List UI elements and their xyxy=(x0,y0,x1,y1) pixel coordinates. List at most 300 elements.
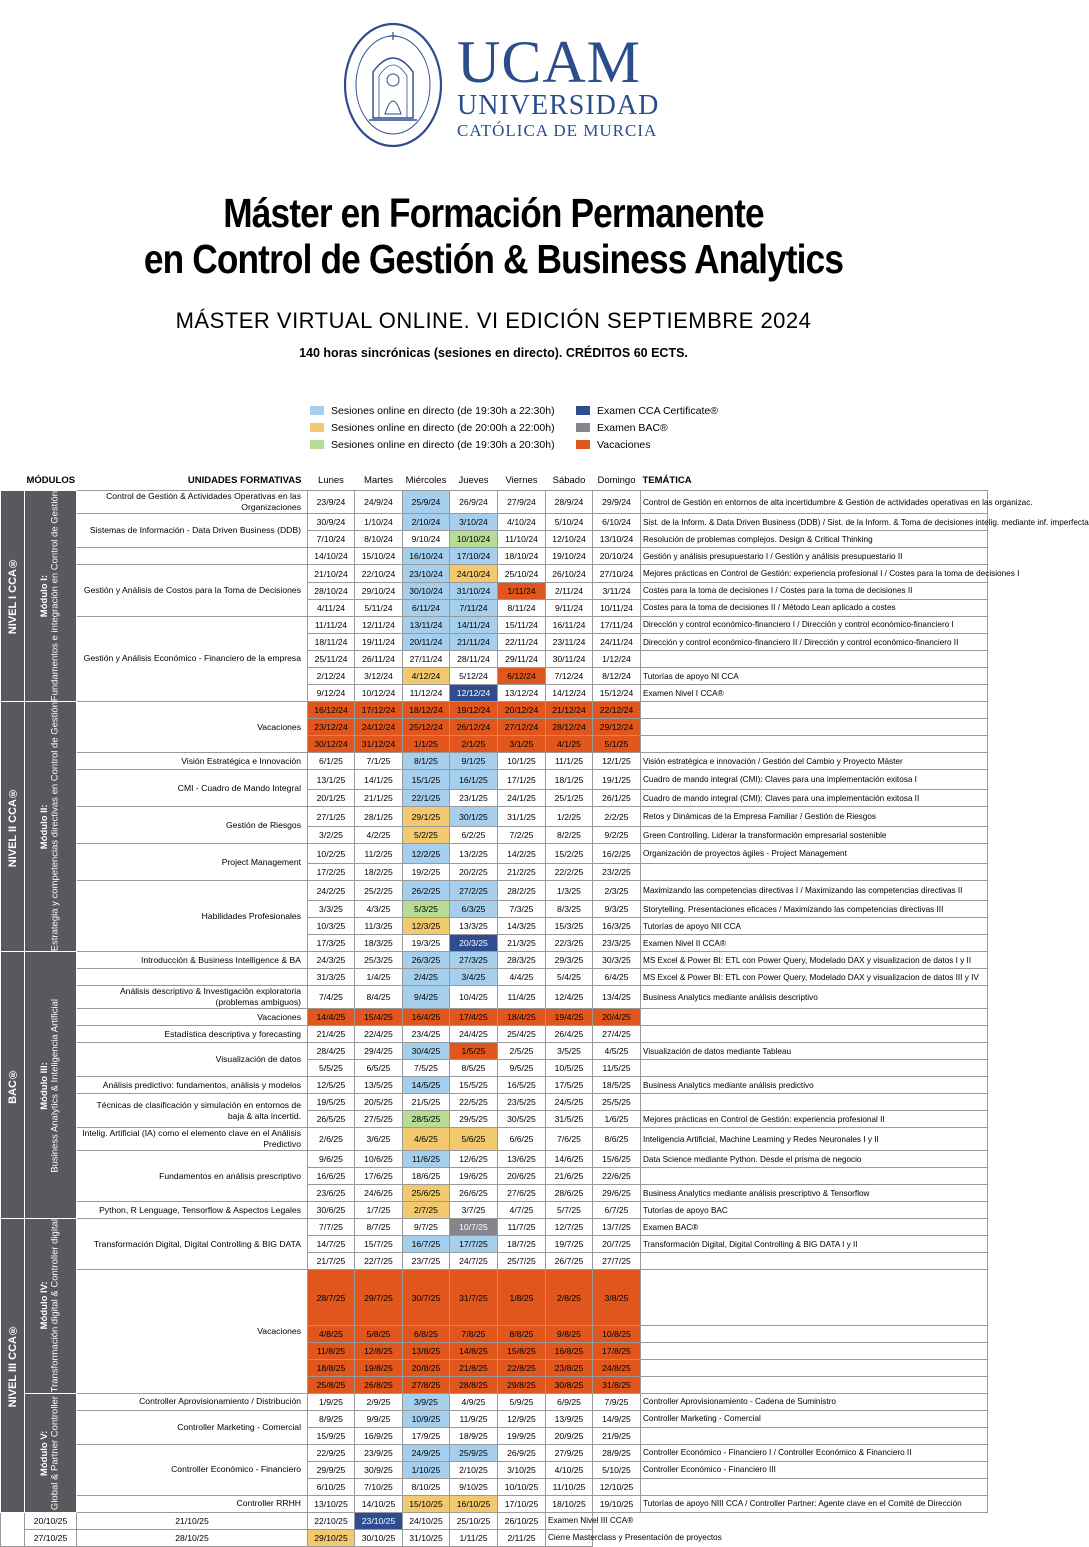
date-cell: 6/11/24 xyxy=(403,599,450,616)
date-cell: 21/2/25 xyxy=(498,864,546,881)
date-cell: 27/10/24 xyxy=(593,565,641,582)
date-cell: 2/11/24 xyxy=(546,582,593,599)
date-cell: 14/4/25 xyxy=(308,1009,355,1026)
date-cell: 24/10/24 xyxy=(450,565,498,582)
date-cell: 25/3/25 xyxy=(355,952,403,969)
date-cell: 3/10/25 xyxy=(498,1461,546,1478)
unit-cell: Visión Estratégica e Innovación xyxy=(77,753,308,770)
date-cell: 23/8/25 xyxy=(546,1359,593,1376)
table-row xyxy=(1,969,988,986)
table-row xyxy=(1,986,988,1009)
date-cell: 4/4/25 xyxy=(498,969,546,986)
table-row xyxy=(1,1495,988,1512)
date-cell: 4/10/25 xyxy=(546,1461,593,1478)
tematica-cell: Inteligencia Artificial, Machine Learning y Redes Neuronales I y II xyxy=(641,1128,988,1151)
date-cell: 29/8/25 xyxy=(498,1376,546,1393)
date-cell: 21/10/24 xyxy=(308,565,355,582)
header-modulos: MÓDULOS xyxy=(26,474,76,486)
date-cell: 2/12/24 xyxy=(308,668,355,685)
date-cell: 22/4/25 xyxy=(355,1026,403,1043)
tematica-cell xyxy=(641,651,988,668)
tematica-cell: Organización de proyectos ágiles - Project Management xyxy=(641,844,988,864)
date-cell: 1/3/25 xyxy=(546,881,593,901)
date-cell: 25/8/25 xyxy=(308,1376,355,1393)
module-label-wrap xyxy=(25,1394,76,1512)
unit-cell: Vacaciones xyxy=(77,702,308,753)
date-cell: 27/2/25 xyxy=(450,881,498,901)
date-cell: 28/4/25 xyxy=(308,1043,355,1060)
date-cell: 23/11/24 xyxy=(546,634,593,651)
date-cell: 1/7/25 xyxy=(355,1202,403,1219)
date-cell: 4/2/25 xyxy=(355,827,403,844)
header-day: Lunes xyxy=(318,474,344,486)
module-subtitle: Business Analytics & Inteligencia Artificial xyxy=(49,998,61,1173)
date-cell: 21/6/25 xyxy=(546,1168,593,1185)
date-cell: 13/2/25 xyxy=(450,844,498,864)
tematica-cell xyxy=(641,1094,988,1111)
date-cell: 19/8/25 xyxy=(355,1359,403,1376)
module-title: Módulo IV: xyxy=(39,1282,50,1331)
date-cell: 22/11/24 xyxy=(498,634,546,651)
date-cell: 15/10/24 xyxy=(355,548,403,565)
module-cell xyxy=(25,1393,77,1512)
date-cell: 19/10/24 xyxy=(546,548,593,565)
date-cell: 8/11/24 xyxy=(498,599,546,616)
date-cell: 19/3/25 xyxy=(403,935,450,952)
date-cell: 19/12/24 xyxy=(450,702,498,719)
date-cell: 18/4/25 xyxy=(498,1009,546,1026)
date-cell: 7/4/25 xyxy=(308,986,355,1009)
date-cell: 20/12/24 xyxy=(498,702,546,719)
table-header-row xyxy=(1,470,988,491)
unit-cell: Introducción & Business Intelligence & BA xyxy=(77,952,308,969)
date-cell: 1/9/25 xyxy=(308,1393,355,1410)
module-title: Módulo V: xyxy=(39,1430,50,1476)
date-cell: 9/3/25 xyxy=(593,901,641,918)
date-cell: 29/10/25 xyxy=(308,1529,355,1546)
table-row xyxy=(1,1026,988,1043)
module-subtitle: Global & Partner Controller xyxy=(49,1395,61,1510)
date-cell: 5/3/25 xyxy=(403,901,450,918)
date-cell: 26/4/25 xyxy=(546,1026,593,1043)
date-cell: 28/2/25 xyxy=(498,881,546,901)
date-cell: 3/9/25 xyxy=(403,1393,450,1410)
date-cell: 12/11/24 xyxy=(355,616,403,633)
date-cell: 21/10/25 xyxy=(77,1512,308,1529)
date-cell: 5/10/24 xyxy=(546,514,593,531)
date-cell: 27/1/25 xyxy=(308,807,355,827)
date-cell: 25/9/24 xyxy=(403,491,450,514)
tematica-cell xyxy=(641,719,988,736)
date-cell: 14/7/25 xyxy=(308,1236,355,1253)
date-cell: 3/1/25 xyxy=(498,736,546,753)
table-row xyxy=(1,514,988,531)
table-row xyxy=(1,1202,988,1219)
level-label: NIVEL I CCA® xyxy=(6,557,19,635)
date-cell: 18/1/25 xyxy=(546,770,593,790)
date-cell: 30/9/24 xyxy=(308,514,355,531)
header-day: Sábado xyxy=(552,474,586,486)
title-line-2: en Control de Gestión & Business Analytics xyxy=(143,236,844,282)
date-cell: 27/8/25 xyxy=(403,1376,450,1393)
date-cell: 25/5/25 xyxy=(593,1094,641,1111)
table-row xyxy=(1,491,988,514)
unit-cell: Gestión y Análisis de Costos para la Toma de Decisiones xyxy=(77,565,308,616)
date-cell: 14/10/25 xyxy=(355,1495,403,1512)
tematica-cell: Cuadro de mando integral (CMI): Claves para una implementación exitosa II xyxy=(641,790,988,807)
date-cell: 31/5/25 xyxy=(546,1111,593,1128)
date-cell: 17/4/25 xyxy=(450,1009,498,1026)
date-cell: 26/6/25 xyxy=(450,1185,498,1202)
date-cell: 28/11/24 xyxy=(450,651,498,668)
tematica-cell xyxy=(641,1060,988,1077)
date-cell: 26/10/25 xyxy=(498,1512,546,1529)
table-row xyxy=(1,548,988,565)
date-cell: 8/3/25 xyxy=(546,901,593,918)
date-cell: 31/7/25 xyxy=(450,1270,498,1325)
date-cell: 20/1/25 xyxy=(308,790,355,807)
date-cell: 10/11/24 xyxy=(593,599,641,616)
date-cell: 4/8/25 xyxy=(308,1325,355,1342)
table-row xyxy=(1,565,988,582)
date-cell: 14/8/25 xyxy=(450,1342,498,1359)
module-cell xyxy=(25,702,77,952)
tematica-cell: Transformación Digital, Digital Controlling & BIG DATA I y II xyxy=(641,1236,988,1253)
date-cell: 5/2/25 xyxy=(403,827,450,844)
tematica-cell: Green Controlling. Liderar la transformación empresarial sostenible xyxy=(641,827,988,844)
tematica-cell: Tutorías de apoyo BAC xyxy=(641,1202,988,1219)
date-cell: 28/10/25 xyxy=(77,1529,308,1546)
date-cell: 14/3/25 xyxy=(498,918,546,935)
unit-cell xyxy=(77,969,308,986)
date-cell: 27/7/25 xyxy=(593,1253,641,1270)
date-cell: 27/3/25 xyxy=(450,952,498,969)
date-cell: 15/2/25 xyxy=(546,844,593,864)
date-cell: 17/11/24 xyxy=(593,616,641,633)
date-cell: 20/8/25 xyxy=(403,1359,450,1376)
tematica-cell: Data Science mediante Python. Desde el prisma de negocio xyxy=(641,1151,988,1168)
date-cell: 19/10/25 xyxy=(593,1495,641,1512)
table-row xyxy=(1,1009,988,1026)
date-cell: 17/2/25 xyxy=(308,864,355,881)
date-cell: 3/10/24 xyxy=(450,514,498,531)
date-cell: 2/8/25 xyxy=(546,1270,593,1325)
level-cell xyxy=(1,702,25,952)
date-cell: 17/5/25 xyxy=(546,1077,593,1094)
date-cell: 26/8/25 xyxy=(355,1376,403,1393)
date-cell: 4/3/25 xyxy=(355,901,403,918)
legend-label: Vacaciones xyxy=(597,438,651,451)
date-cell: 2/7/25 xyxy=(403,1202,450,1219)
tematica-cell: Costes para la toma de decisiones I / Costes para la toma de decisiones II xyxy=(641,582,988,599)
table-row xyxy=(1,1043,988,1060)
date-cell: 15/3/25 xyxy=(546,918,593,935)
page-header xyxy=(0,0,987,470)
date-cell: 7/7/25 xyxy=(308,1219,355,1236)
date-cell: 30/6/25 xyxy=(308,1202,355,1219)
date-cell: 26/2/25 xyxy=(403,881,450,901)
date-cell: 28/10/24 xyxy=(308,582,355,599)
unit-cell: Project Management xyxy=(77,844,308,881)
date-cell: 7/10/24 xyxy=(308,531,355,548)
date-cell: 24/2/25 xyxy=(308,881,355,901)
date-cell: 28/6/25 xyxy=(546,1185,593,1202)
header-unidades: UNIDADES FORMATIVAS xyxy=(187,474,302,486)
date-cell: 28/12/24 xyxy=(546,719,593,736)
date-cell: 25/10/25 xyxy=(450,1512,498,1529)
date-cell: 24/9/24 xyxy=(355,491,403,514)
date-cell: 24/1/25 xyxy=(498,790,546,807)
date-cell: 14/6/25 xyxy=(546,1151,593,1168)
date-cell: 7/11/24 xyxy=(450,599,498,616)
module-label xyxy=(40,1396,61,1510)
date-cell: 11/4/25 xyxy=(498,986,546,1009)
date-cell: 16/2/25 xyxy=(593,844,641,864)
date-cell: 24/4/25 xyxy=(450,1026,498,1043)
tematica-cell: Examen Nivel I CCA® xyxy=(641,685,988,702)
tematica-cell: Business Analytics mediante análisis predictivo xyxy=(641,1077,988,1094)
date-cell: 11/8/25 xyxy=(308,1342,355,1359)
table-row xyxy=(1,952,988,969)
date-cell: 9/10/25 xyxy=(450,1478,498,1495)
date-cell: 5/6/25 xyxy=(450,1128,498,1151)
date-cell: 9/12/24 xyxy=(308,685,355,702)
date-cell: 4/6/25 xyxy=(403,1128,450,1151)
date-cell: 9/2/25 xyxy=(593,827,641,844)
date-cell: 24/5/25 xyxy=(546,1094,593,1111)
date-cell: 11/12/24 xyxy=(403,685,450,702)
unit-cell xyxy=(1,1512,25,1546)
unit-cell: Técnicas de clasificación y simulación en entornos de baja & alta incertid. xyxy=(77,1094,308,1128)
date-cell: 14/5/25 xyxy=(403,1077,450,1094)
tematica-cell: Controller Marketing - Comercial xyxy=(641,1410,988,1427)
legend-item xyxy=(576,436,718,453)
date-cell: 13/12/24 xyxy=(498,685,546,702)
date-cell: 16/7/25 xyxy=(403,1236,450,1253)
tematica-cell: Tutorías de apoyo NIII CCA / Controller Partner: Agente clave en el Comité de Dirección xyxy=(641,1495,988,1512)
date-cell: 17/7/25 xyxy=(450,1236,498,1253)
date-cell: 1/4/25 xyxy=(355,969,403,986)
module-label-wrap xyxy=(25,702,76,951)
unit-cell: Transformación Digital, Digital Controlling & BIG DATA xyxy=(77,1219,308,1270)
date-cell: 21/11/24 xyxy=(450,634,498,651)
date-cell: 20/5/25 xyxy=(355,1094,403,1111)
module-cell xyxy=(25,952,77,1219)
date-cell: 23/9/25 xyxy=(355,1444,403,1461)
unit-cell: Intelig. Artificial (IA) como el elemento clave en el Análisis Predictivo xyxy=(77,1128,308,1151)
date-cell: 22/12/24 xyxy=(593,702,641,719)
date-cell: 18/8/25 xyxy=(308,1359,355,1376)
date-cell: 19/9/25 xyxy=(498,1427,546,1444)
unit-cell: Vacaciones xyxy=(77,1270,308,1393)
legend-swatch xyxy=(310,423,324,432)
date-cell: 21/3/25 xyxy=(498,935,546,952)
date-cell: 14/1/25 xyxy=(355,770,403,790)
date-cell: 2/11/25 xyxy=(498,1529,546,1546)
unit-cell: Controller Marketing - Comercial xyxy=(77,1410,308,1444)
date-cell: 27/6/25 xyxy=(498,1185,546,1202)
legend-label: Examen CCA Certificate® xyxy=(597,404,718,417)
table-row xyxy=(1,1512,988,1529)
date-cell: 11/2/25 xyxy=(355,844,403,864)
date-cell: 25/11/24 xyxy=(308,651,355,668)
tematica-cell: Dirección y control económico-financiero I / Dirección y control económico-financiero I xyxy=(641,616,988,633)
date-cell: 9/10/24 xyxy=(403,531,450,548)
table-row xyxy=(1,844,988,864)
date-cell: 25/10/24 xyxy=(498,565,546,582)
date-cell: 14/11/24 xyxy=(450,616,498,633)
level-label-wrap xyxy=(1,952,24,1218)
table-row xyxy=(1,1410,988,1427)
date-cell: 6/4/25 xyxy=(593,969,641,986)
tematica-cell xyxy=(641,864,988,881)
brand-ucam: UCAM xyxy=(457,29,642,95)
date-cell: 15/10/25 xyxy=(403,1495,450,1512)
date-cell: 6/8/25 xyxy=(403,1325,450,1342)
date-cell: 26/1/25 xyxy=(593,790,641,807)
date-cell: 11/1/25 xyxy=(546,753,593,770)
date-cell: 31/3/25 xyxy=(308,969,355,986)
date-cell: 22/8/25 xyxy=(498,1359,546,1376)
tematica-cell: Retos y Dinámicas de la Empresa Familiar / Gestión de Riesgos xyxy=(641,807,988,827)
date-cell: 8/9/25 xyxy=(308,1410,355,1427)
date-cell: 3/12/24 xyxy=(355,668,403,685)
legend-item xyxy=(576,402,718,419)
date-cell: 18/7/25 xyxy=(498,1236,546,1253)
date-cell: 23/5/25 xyxy=(498,1094,546,1111)
date-cell: 7/3/25 xyxy=(498,901,546,918)
date-cell: 1/11/24 xyxy=(498,582,546,599)
legend-swatch xyxy=(310,406,324,415)
date-cell: 8/6/25 xyxy=(593,1128,641,1151)
date-cell: 18/10/25 xyxy=(546,1495,593,1512)
unit-cell: Fundamentos en análisis prescriptivo xyxy=(77,1151,308,1202)
module-cell xyxy=(25,1219,77,1393)
date-cell: 21/1/25 xyxy=(355,790,403,807)
tematica-cell: Examen BAC® xyxy=(641,1219,988,1236)
header-day: Martes xyxy=(363,474,394,486)
date-cell: 15/8/25 xyxy=(498,1342,546,1359)
table-row xyxy=(1,807,988,827)
module-label xyxy=(40,999,61,1173)
table-row xyxy=(1,1393,988,1410)
date-cell: 3/6/25 xyxy=(355,1128,403,1151)
date-cell: 22/10/25 xyxy=(308,1512,355,1529)
date-cell: 31/12/24 xyxy=(355,736,403,753)
date-cell: 16/10/25 xyxy=(450,1495,498,1512)
date-cell: 11/10/25 xyxy=(546,1478,593,1495)
tematica-cell: Gestión y análisis presupuestario I / Gestión y análisis presupuestario II xyxy=(641,548,988,565)
level-cell xyxy=(1,1219,25,1512)
date-cell: 5/11/24 xyxy=(355,599,403,616)
date-cell: 22/3/25 xyxy=(546,935,593,952)
tematica-cell: Controller Económico - Financiero I / Controller Económico & Financiero II xyxy=(641,1444,988,1461)
date-cell: 19/1/25 xyxy=(593,770,641,790)
date-cell: 23/9/24 xyxy=(308,491,355,514)
date-cell: 8/12/24 xyxy=(593,668,641,685)
date-cell: 16/10/24 xyxy=(403,548,450,565)
date-cell: 7/5/25 xyxy=(403,1060,450,1077)
date-cell: 15/12/24 xyxy=(593,685,641,702)
date-cell: 3/8/25 xyxy=(593,1270,641,1325)
date-cell: 29/12/24 xyxy=(593,719,641,736)
module-subtitle: Estrategia y competencias directivas en Control de Gestión xyxy=(49,702,61,952)
date-cell: 9/1/25 xyxy=(450,753,498,770)
date-cell: 30/3/25 xyxy=(593,952,641,969)
date-cell: 28/5/25 xyxy=(403,1111,450,1128)
date-cell: 15/4/25 xyxy=(355,1009,403,1026)
tematica-cell: Resolución de problemas complejos. Design & Critical Thinking xyxy=(641,531,988,548)
date-cell: 26/5/25 xyxy=(308,1111,355,1128)
date-cell: 1/6/25 xyxy=(593,1111,641,1128)
date-cell: 20/2/25 xyxy=(450,864,498,881)
date-cell: 4/5/25 xyxy=(593,1043,641,1060)
unit-cell: Vacaciones xyxy=(77,1009,308,1026)
level-label: BAC® xyxy=(6,1067,19,1104)
date-cell: 12/2/25 xyxy=(403,844,450,864)
date-cell: 27/4/25 xyxy=(593,1026,641,1043)
date-cell: 17/10/25 xyxy=(498,1495,546,1512)
date-cell: 13/11/24 xyxy=(403,616,450,633)
date-cell: 30/11/24 xyxy=(546,651,593,668)
unit-cell: Control de Gestión & Actividades Operativas en las Organizaciones xyxy=(77,491,308,514)
module-subtitle: Fundamentos e integración en Control de Gestión xyxy=(49,491,61,702)
date-cell: 2/6/25 xyxy=(308,1128,355,1151)
date-cell: 15/9/25 xyxy=(308,1427,355,1444)
date-cell: 12/12/24 xyxy=(450,685,498,702)
date-cell: 20/9/25 xyxy=(546,1427,593,1444)
date-cell: 26/7/25 xyxy=(546,1253,593,1270)
date-cell: 4/9/25 xyxy=(450,1393,498,1410)
level-label: NIVEL III CCA® xyxy=(6,1323,19,1408)
date-cell: 29/10/24 xyxy=(355,582,403,599)
tematica-cell: Cierre Masterclass y Presentación de proyectos xyxy=(546,1529,593,1546)
tematica-cell: Maximizando las competencias directivas I / Maximizando las competencias directivas II xyxy=(641,881,988,901)
date-cell: 5/12/24 xyxy=(450,668,498,685)
date-cell: 13/10/25 xyxy=(308,1495,355,1512)
date-cell: 25/4/25 xyxy=(498,1026,546,1043)
date-cell: 29/9/25 xyxy=(308,1461,355,1478)
date-cell: 20/10/24 xyxy=(593,548,641,565)
tematica-cell: Dirección y control económico-financiero II / Dirección y control económico-financiero II xyxy=(641,634,988,651)
date-cell: 12/10/25 xyxy=(593,1478,641,1495)
date-cell: 9/8/25 xyxy=(546,1325,593,1342)
legend-swatch xyxy=(310,440,324,449)
date-cell: 13/7/25 xyxy=(593,1219,641,1236)
date-cell: 14/2/25 xyxy=(498,844,546,864)
brand-catolica: CATÓLICA DE MURCIA xyxy=(457,121,658,140)
date-cell: 18/5/25 xyxy=(593,1077,641,1094)
date-cell: 28/9/25 xyxy=(593,1444,641,1461)
tematica-cell: Mejores prácticas en Control de Gestión: experiencia profesional II xyxy=(641,1111,988,1128)
date-cell: 10/10/24 xyxy=(450,531,498,548)
date-cell: 24/3/25 xyxy=(308,952,355,969)
date-cell: 19/5/25 xyxy=(308,1094,355,1111)
unit-cell: Análisis predictivo: fundamentos, análisis y modelos xyxy=(77,1077,308,1094)
date-cell: 30/12/24 xyxy=(308,736,355,753)
date-cell: 11/6/25 xyxy=(403,1151,450,1168)
date-cell: 2/10/24 xyxy=(403,514,450,531)
date-cell: 23/10/24 xyxy=(403,565,450,582)
date-cell: 15/11/24 xyxy=(498,616,546,633)
date-cell: 12/5/25 xyxy=(308,1077,355,1094)
date-cell: 12/6/25 xyxy=(450,1151,498,1168)
date-cell: 21/7/25 xyxy=(308,1253,355,1270)
table-row xyxy=(1,1219,988,1236)
date-cell: 5/7/25 xyxy=(546,1202,593,1219)
tematica-cell: Business Analytics mediante análisis descriptivo xyxy=(641,986,988,1009)
legend-label: Sesiones online en directo (de 20:00h a 22:00h) xyxy=(331,421,555,434)
